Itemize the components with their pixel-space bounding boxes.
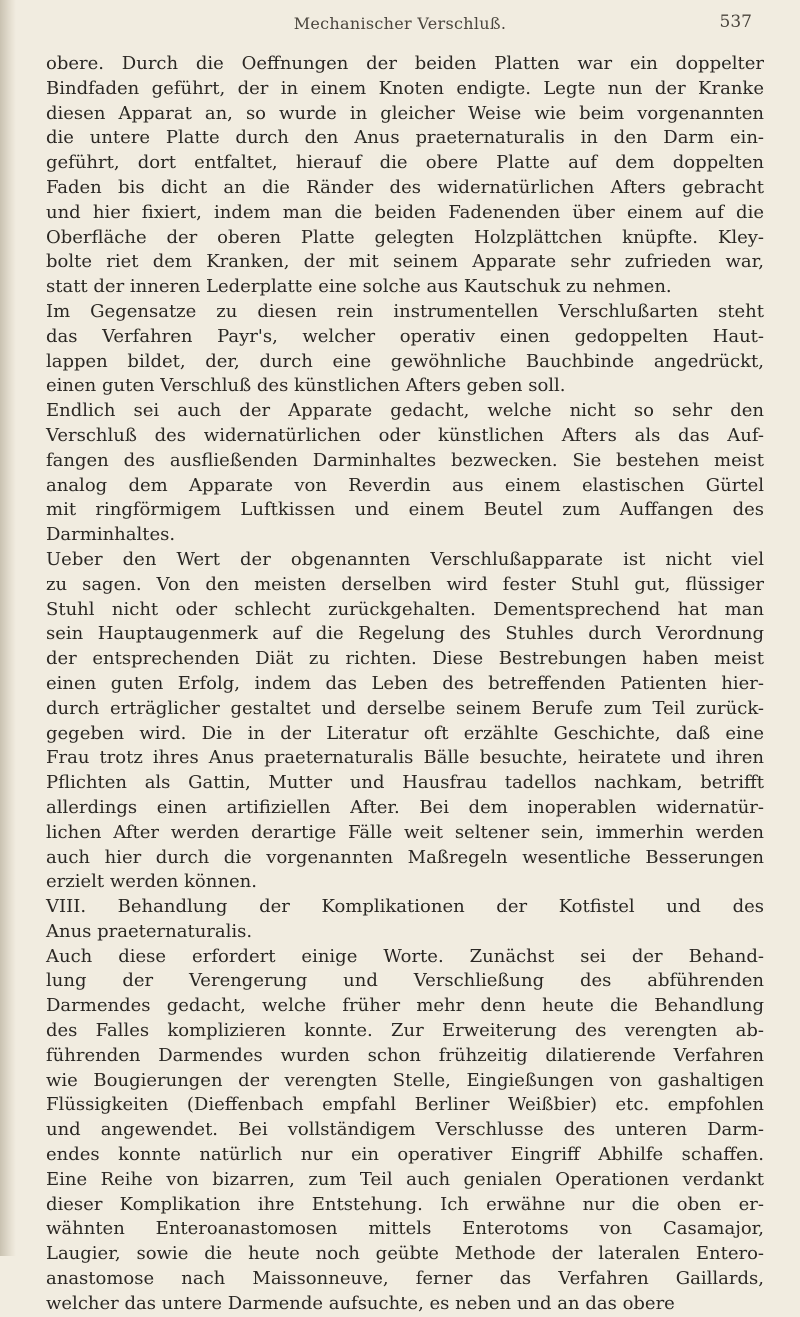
text-line: Oberfläche der oberen Platte gelegten Holzplättchen knüpfte. Kley-	[46, 226, 764, 248]
text-line: Bindfaden geführt, der in einem Knoten endigte. Legte nun der Kranke	[46, 77, 764, 99]
text-line: geführt, dort entfaltet, hierauf die obere Platte auf dem doppelten	[46, 152, 764, 174]
text-line: Endlich sei auch der Apparate gedacht, welche nicht so sehr den	[46, 400, 764, 422]
text-line: Verschluß des widernatürlichen oder künstlichen Afters als das Auf-	[46, 424, 764, 446]
text-line: bolte riet dem Kranken, der mit seinem Apparate sehr zufrieden war,	[46, 251, 764, 273]
text-line: Stuhl nicht oder schlecht zurückgehalten. Dementsprechend hat man	[46, 598, 764, 620]
text-line: Anus praeternaturalis.	[46, 920, 253, 942]
paragraph	[46, 399, 764, 548]
text-line: lichen After werden derartige Fälle weit seltener sein, immerhin werden	[46, 821, 764, 843]
text-line: wie Bougierungen der verengten Stelle, Eingießungen von gashaltigen	[46, 1069, 764, 1091]
text-line: sein Hauptaugenmerk auf die Regelung des Stuhles durch Verordnung	[46, 623, 764, 645]
body-text	[46, 52, 764, 1317]
text-line: Im Gegensatze zu diesen rein instrumentellen Verschlußarten steht	[46, 300, 764, 322]
text-line: Darmendes gedacht, welche früher mehr denn heute die Behandlung	[46, 995, 764, 1017]
text-line: das Verfahren Payr's, welcher operativ einen gedoppelten Haut-	[46, 325, 764, 347]
text-line: der entsprechenden Diät zu richten. Diese Bestrebungen haben meist	[46, 648, 764, 670]
text-line: erzielt werden können.	[46, 871, 257, 893]
text-line: und angewendet. Bei vollständigem Verschlusse des unteren Darm-	[46, 1119, 764, 1141]
text-line: fangen des ausfließenden Darminhaltes bezwecken. Sie bestehen meist	[46, 449, 764, 471]
paragraph	[46, 548, 764, 895]
text-line: analog dem Apparate von Reverdin aus einem elastischen Gürtel	[46, 474, 764, 496]
page-number: 537	[719, 12, 752, 32]
text-line: welcher das untere Darmende aufsuchte, es neben und an das obere	[46, 1292, 675, 1314]
text-line: lappen bildet, der, durch eine gewöhnliche Bauchbinde angedrückt,	[46, 350, 764, 372]
text-line: des Falles komplizieren konnte. Zur Erweiterung des verengten ab-	[46, 1020, 764, 1042]
text-line: allerdings einen artifiziellen After. Bei dem inoperablen widernatür-	[46, 796, 764, 818]
text-line: zu sagen. Von den meisten derselben wird fester Stuhl gut, flüssiger	[46, 573, 764, 595]
text-line: und hier fixiert, indem man die beiden Fadenenden über einem auf die	[46, 201, 764, 223]
page-binding-edge	[0, 0, 16, 1256]
text-line: lung der Verengerung und Verschließung des abführenden	[46, 970, 764, 992]
paragraph	[46, 895, 764, 945]
paragraph	[46, 300, 764, 399]
running-title: Mechanischer Verschluß.	[293, 14, 507, 33]
text-line: Laugier, sowie die heute noch geübte Methode der lateralen Entero-	[46, 1243, 764, 1265]
text-line: Frau trotz ihres Anus praeternaturalis Bälle besuchte, heiratete und ihren	[46, 747, 764, 769]
text-line: mit ringförmigem Luftkissen und einem Beutel zum Auffangen des	[46, 499, 764, 521]
text-line: anastomose nach Maissonneuve, ferner das Verfahren Gaillards,	[46, 1268, 764, 1290]
text-line: die untere Platte durch den Anus praeternaturalis in den Darm ein-	[46, 127, 764, 149]
text-line: Flüssigkeiten (Dieffenbach empfahl Berliner Weißbier) etc. empfohlen	[46, 1094, 764, 1116]
text-line: endes konnte natürlich nur ein operativer Eingriff Abhilfe schaffen.	[46, 1144, 764, 1166]
text-line: führenden Darmendes wurden schon frühzeitig dilatierende Verfahren	[46, 1044, 764, 1066]
text-line: gegeben wird. Die in der Literatur oft erzählte Geschichte, daß eine	[46, 722, 764, 744]
text-line: VIII. Behandlung der Komplikationen der Kotfistel und des	[46, 896, 764, 918]
text-line: auch hier durch die vorgenannten Maßregeln wesentliche Besserungen	[46, 846, 764, 868]
text-line: Pflichten als Gattin, Mutter und Hausfrau tadellos nachkam, betrifft	[46, 772, 764, 794]
paragraph	[46, 52, 764, 300]
text-line: einen guten Verschluß des künstlichen Afters geben soll.	[46, 375, 566, 397]
text-line: dieser Komplikation ihre Entstehung. Ich erwähne nur die oben er-	[46, 1193, 764, 1215]
text-line: Ueber den Wert der obgenannten Verschlußapparate ist nicht viel	[46, 548, 764, 570]
text-line: durch erträglicher gestaltet und derselbe seinem Berufe zum Teil zurück-	[46, 697, 764, 719]
page-header	[0, 10, 800, 40]
text-line: wähnten Enteroanastomosen mittels Enterotoms von Casamajor,	[46, 1218, 764, 1240]
text-line: statt der inneren Lederplatte eine solche aus Kautschuk zu nehmen.	[46, 276, 672, 298]
text-line: Faden bis dicht an die Ränder des widernatürlichen Afters gebracht	[46, 176, 764, 198]
text-line: Darminhaltes.	[46, 524, 176, 546]
paragraph	[46, 945, 764, 1317]
text-line: diesen Apparat an, so wurde in gleicher Weise wie beim vorgenannten	[46, 102, 764, 124]
text-line: einen guten Erfolg, indem das Leben des betreffenden Patienten hier-	[46, 672, 764, 694]
text-line: Auch diese erfordert einige Worte. Zunächst sei der Behand-	[46, 945, 764, 967]
text-line: Eine Reihe von bizarren, zum Teil auch genialen Operationen verdankt	[46, 1168, 764, 1190]
text-line: obere. Durch die Oeffnungen der beiden Platten war ein doppelter	[46, 53, 764, 74]
